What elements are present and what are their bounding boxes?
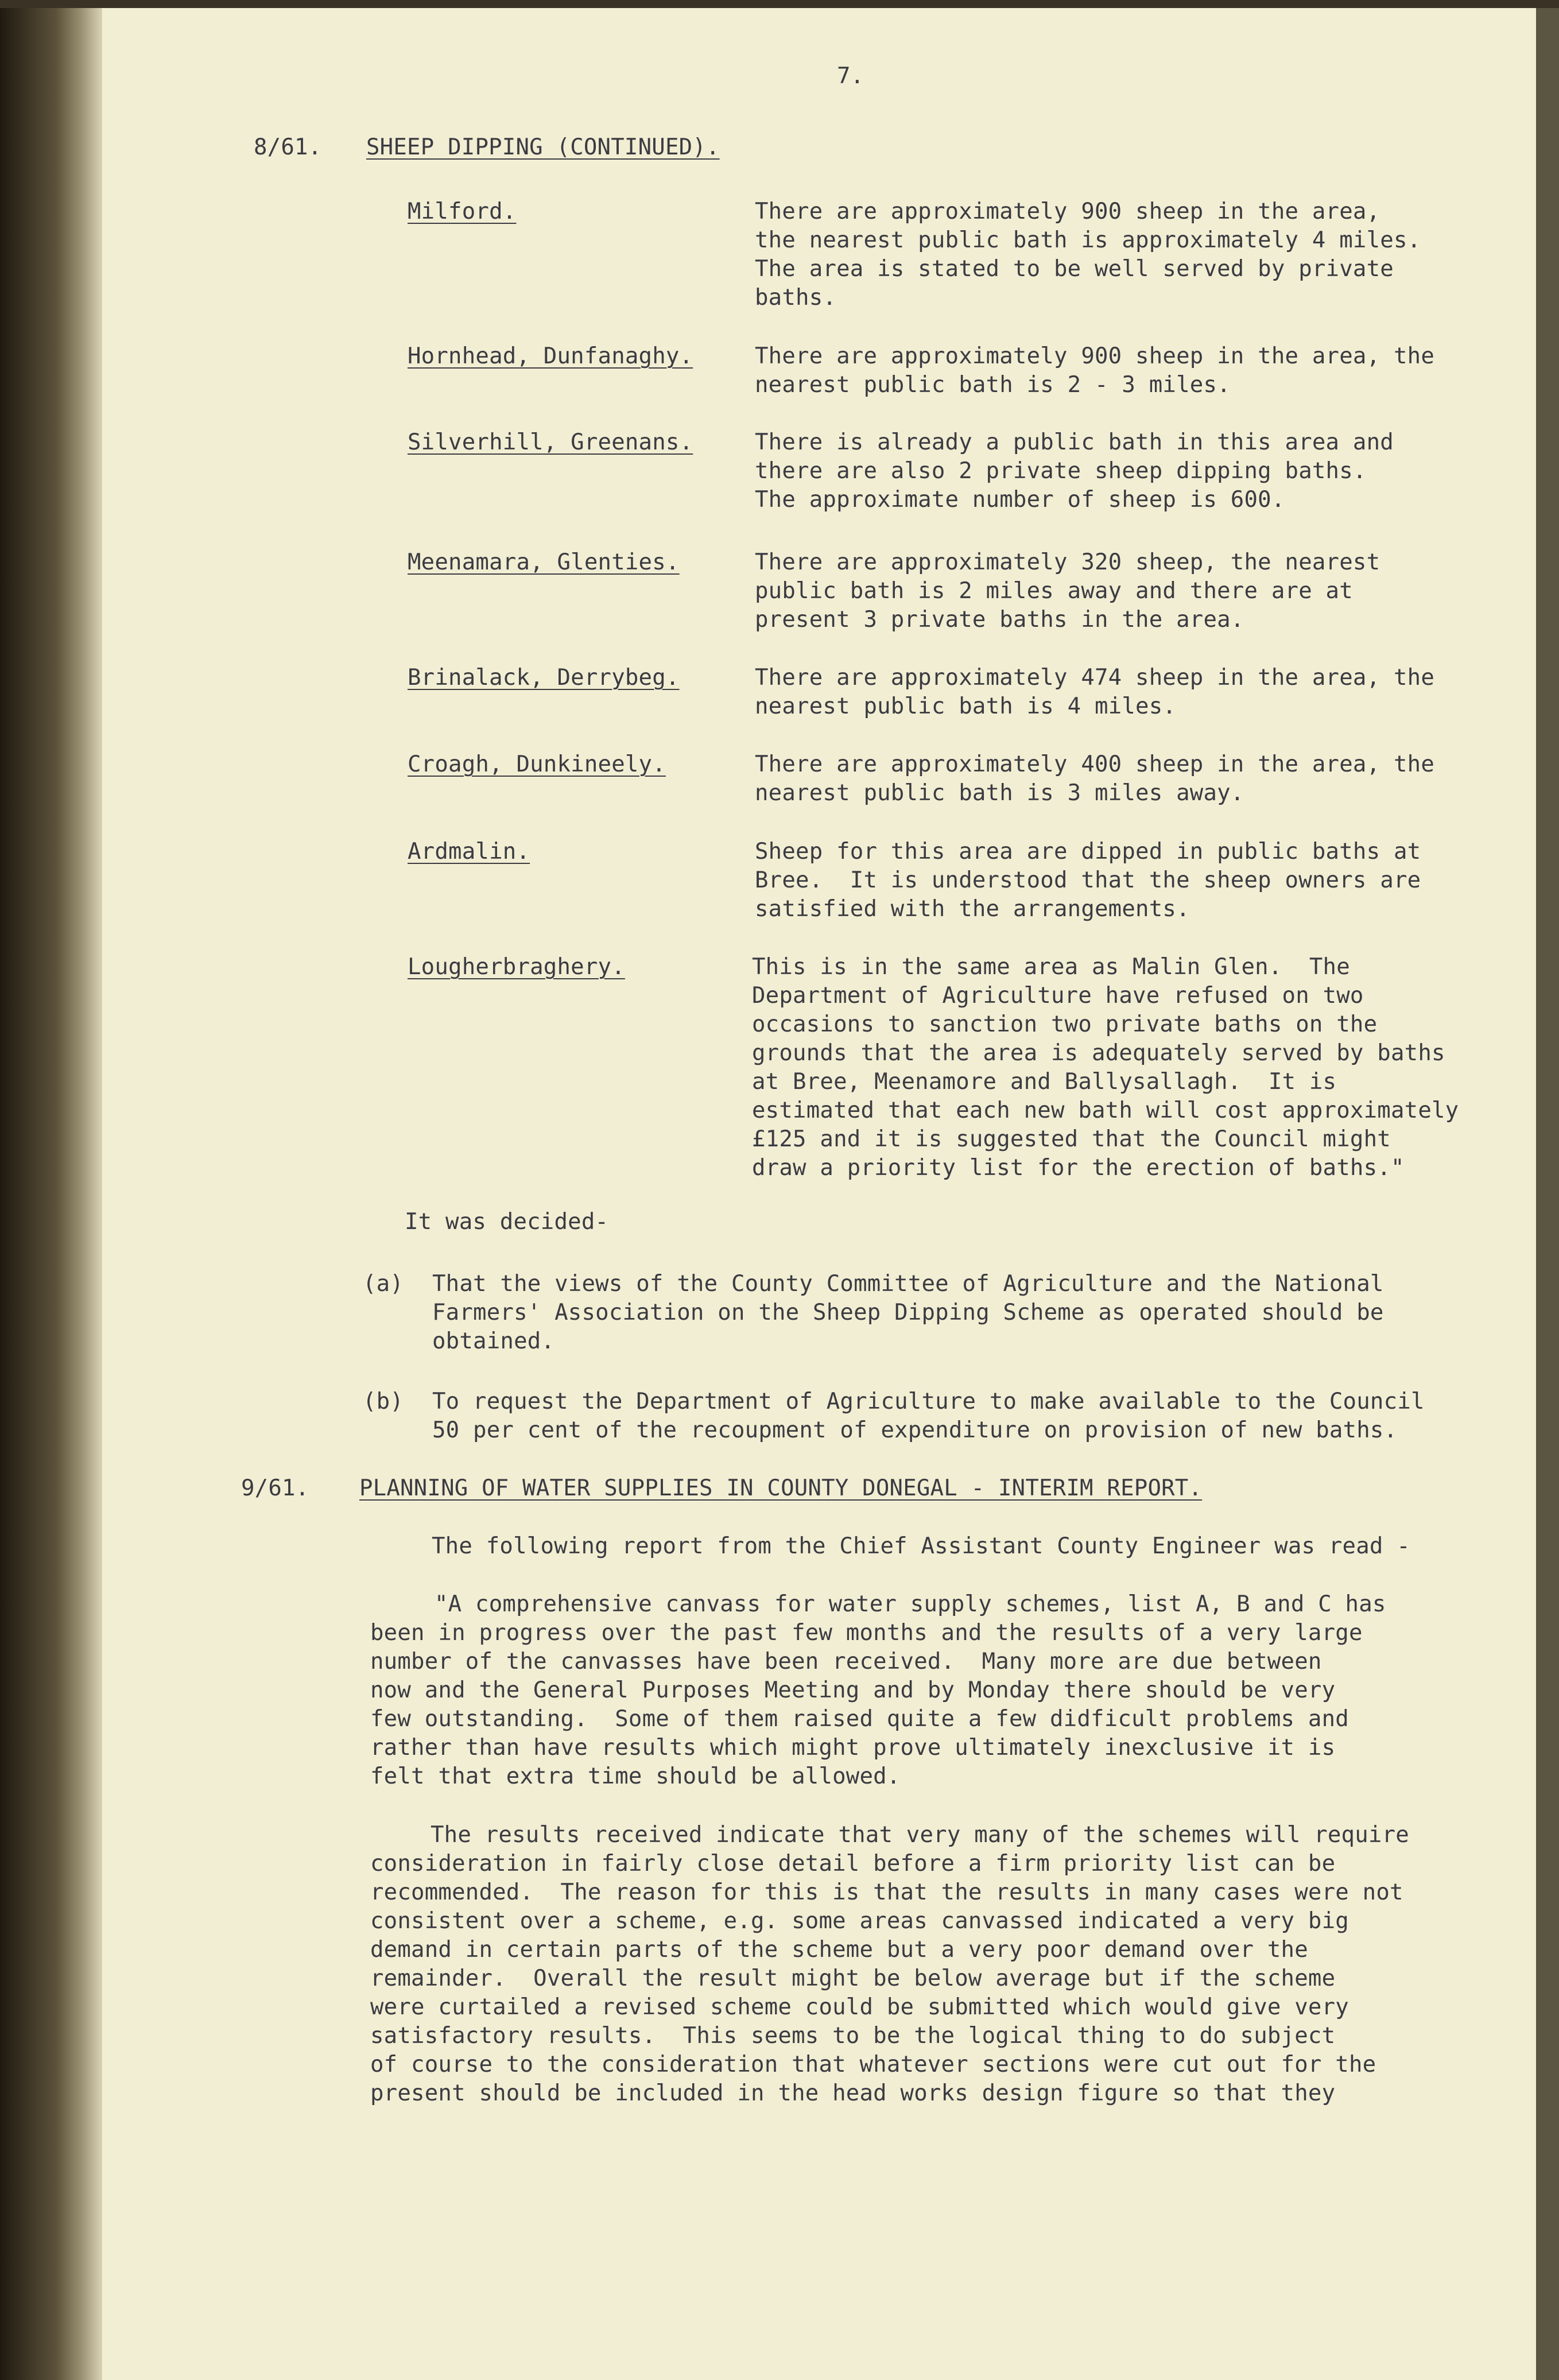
section-title: SHEEP DIPPING (CONTINUED). (366, 134, 720, 160)
area-description-line: Sheep for this area are dipped in public baths at (755, 839, 1421, 865)
area-description-line: This is in the same area as Malin Glen. The (752, 954, 1350, 980)
paragraph-line: satisfactory results. This seems to be the logical thing to do subject (370, 2023, 1336, 2049)
area-description-line: Bree. It is understood that the sheep owners are (755, 867, 1421, 893)
paragraph-line: few outstanding. Some of them raised quite a few didficult problems and (370, 1706, 1349, 1732)
decision-line: 50 per cent of the recoupment of expenditure on provision of new baths. (432, 1417, 1398, 1443)
area-description-line: The area is stated to be well served by private (755, 256, 1394, 282)
area-description-line: public bath is 2 miles away and there are at (755, 578, 1353, 604)
area-description-line: grounds that the area is adequately served by baths (752, 1040, 1445, 1066)
area-description-line: satisfied with the arrangements. (755, 896, 1190, 922)
area-description-line: nearest public bath is 4 miles. (755, 693, 1177, 719)
area-description-line: at Bree, Meenamore and Ballysallagh. It is (752, 1069, 1337, 1095)
section-title: PLANNING OF WATER SUPPLIES IN COUNTY DONEGAL - INTERIM REPORT. (359, 1475, 1203, 1501)
area-description-line: There are approximately 320 sheep, the nearest (755, 549, 1380, 575)
page-number: 7. (837, 63, 864, 89)
paragraph-line: consistent over a scheme, e.g. some areas canvassed indicated a very big (370, 1908, 1349, 1934)
area-description-line: there are also 2 private sheep dipping baths. (755, 458, 1367, 484)
decision-line: That the views of the County Committee of Agriculture and the National (432, 1271, 1384, 1297)
area-name: Meenamara, Glenties. (408, 549, 680, 575)
area-description-line: £125 and it is suggested that the Council might (752, 1126, 1391, 1152)
decision-label: (a) (363, 1271, 404, 1297)
area-name: Silverhill, Greenans. (408, 429, 693, 455)
area-name: Hornhead, Dunfanaghy. (408, 343, 693, 369)
area-description-line: There are approximately 400 sheep in the area, the (755, 751, 1434, 777)
paragraph-line: been in progress over the past few months and the results of a very large (370, 1620, 1363, 1646)
area-description-line: There are approximately 900 sheep in the area, (755, 199, 1380, 224)
area-description-line: There are approximately 474 sheep in the area, the (755, 665, 1434, 691)
area-description-line: There are approximately 900 sheep in the area, the (755, 343, 1434, 369)
paragraph-line: now and the General Purposes Meeting and by Monday there should be very (370, 1677, 1336, 1703)
area-description-line: baths. (755, 285, 837, 311)
paragraph-line: of course to the consideration that whatever sections were cut out for the (370, 2052, 1376, 2077)
area-description-line: estimated that each new bath will cost approximately (752, 1098, 1459, 1123)
paragraph-line: demand in certain parts of the scheme but a very poor demand over the (370, 1937, 1308, 1963)
area-name: Brinalack, Derrybeg. (408, 665, 680, 691)
section-number: 9/61. (241, 1475, 309, 1501)
area-name: Lougherbraghery. (408, 954, 625, 980)
area-name: Milford. (408, 199, 517, 224)
section-number: 8/61. (254, 134, 322, 160)
area-description-line: present 3 private baths in the area. (755, 607, 1244, 633)
binding-shadow (0, 8, 102, 2380)
report-intro: The following report from the Chief Assistant County Engineer was read - (432, 1533, 1410, 1559)
paragraph-line: present should be included in the head works design figure so that they (370, 2080, 1336, 2106)
paragraph-line: consideration in fairly close detail before a firm priority list can be (370, 1851, 1336, 1877)
scan-right-edge (1536, 8, 1559, 2380)
area-description-line: Department of Agriculture have refused on two (752, 983, 1364, 1009)
scan-top-edge (0, 0, 1559, 8)
area-description-line: nearest public bath is 3 miles away. (755, 780, 1244, 806)
area-description-line: the nearest public bath is approximately 4 miles. (755, 227, 1421, 253)
paragraph-line: remainder. Overall the result might be below average but if the scheme (370, 1966, 1336, 1991)
paragraph-first-line: "A comprehensive canvass for water supply schemes, list A, B and C has (435, 1591, 1386, 1617)
area-description-line: occasions to sanction two private baths on the (752, 1011, 1378, 1037)
paragraph-line: recommended. The reason for this is that the results in many cases were not (370, 1879, 1403, 1905)
decision-line: obtained. (432, 1328, 555, 1354)
paragraph-line: felt that extra time should be allowed. (370, 1763, 901, 1789)
paragraph-line: were curtailed a revised scheme could be submitted which would give very (370, 1994, 1349, 2020)
paragraph-line: rather than have results which might prove ultimately inexclusive it is (370, 1735, 1336, 1761)
decision-label: (b) (363, 1389, 404, 1414)
area-description-line: There is already a public bath in this area and (755, 429, 1394, 455)
decision-line: Farmers' Association on the Sheep Dipping Scheme as operated should be (432, 1300, 1384, 1325)
area-description-line: nearest public bath is 2 - 3 miles. (755, 372, 1231, 398)
area-name: Croagh, Dunkineely. (408, 751, 666, 777)
area-description-line: The approximate number of sheep is 600. (755, 487, 1285, 513)
decision-line: To request the Department of Agriculture to make available to the Council (432, 1389, 1425, 1414)
paragraph-first-line: The results received indicate that very many of the schemes will require (431, 1822, 1409, 1848)
area-name: Ardmalin. (408, 839, 530, 865)
paragraph-line: number of the canvasses have been received. Many more are due between (370, 1649, 1322, 1674)
area-description-line: draw a priority list for the erection of baths." (752, 1155, 1405, 1181)
decision-intro: It was decided- (405, 1209, 609, 1235)
